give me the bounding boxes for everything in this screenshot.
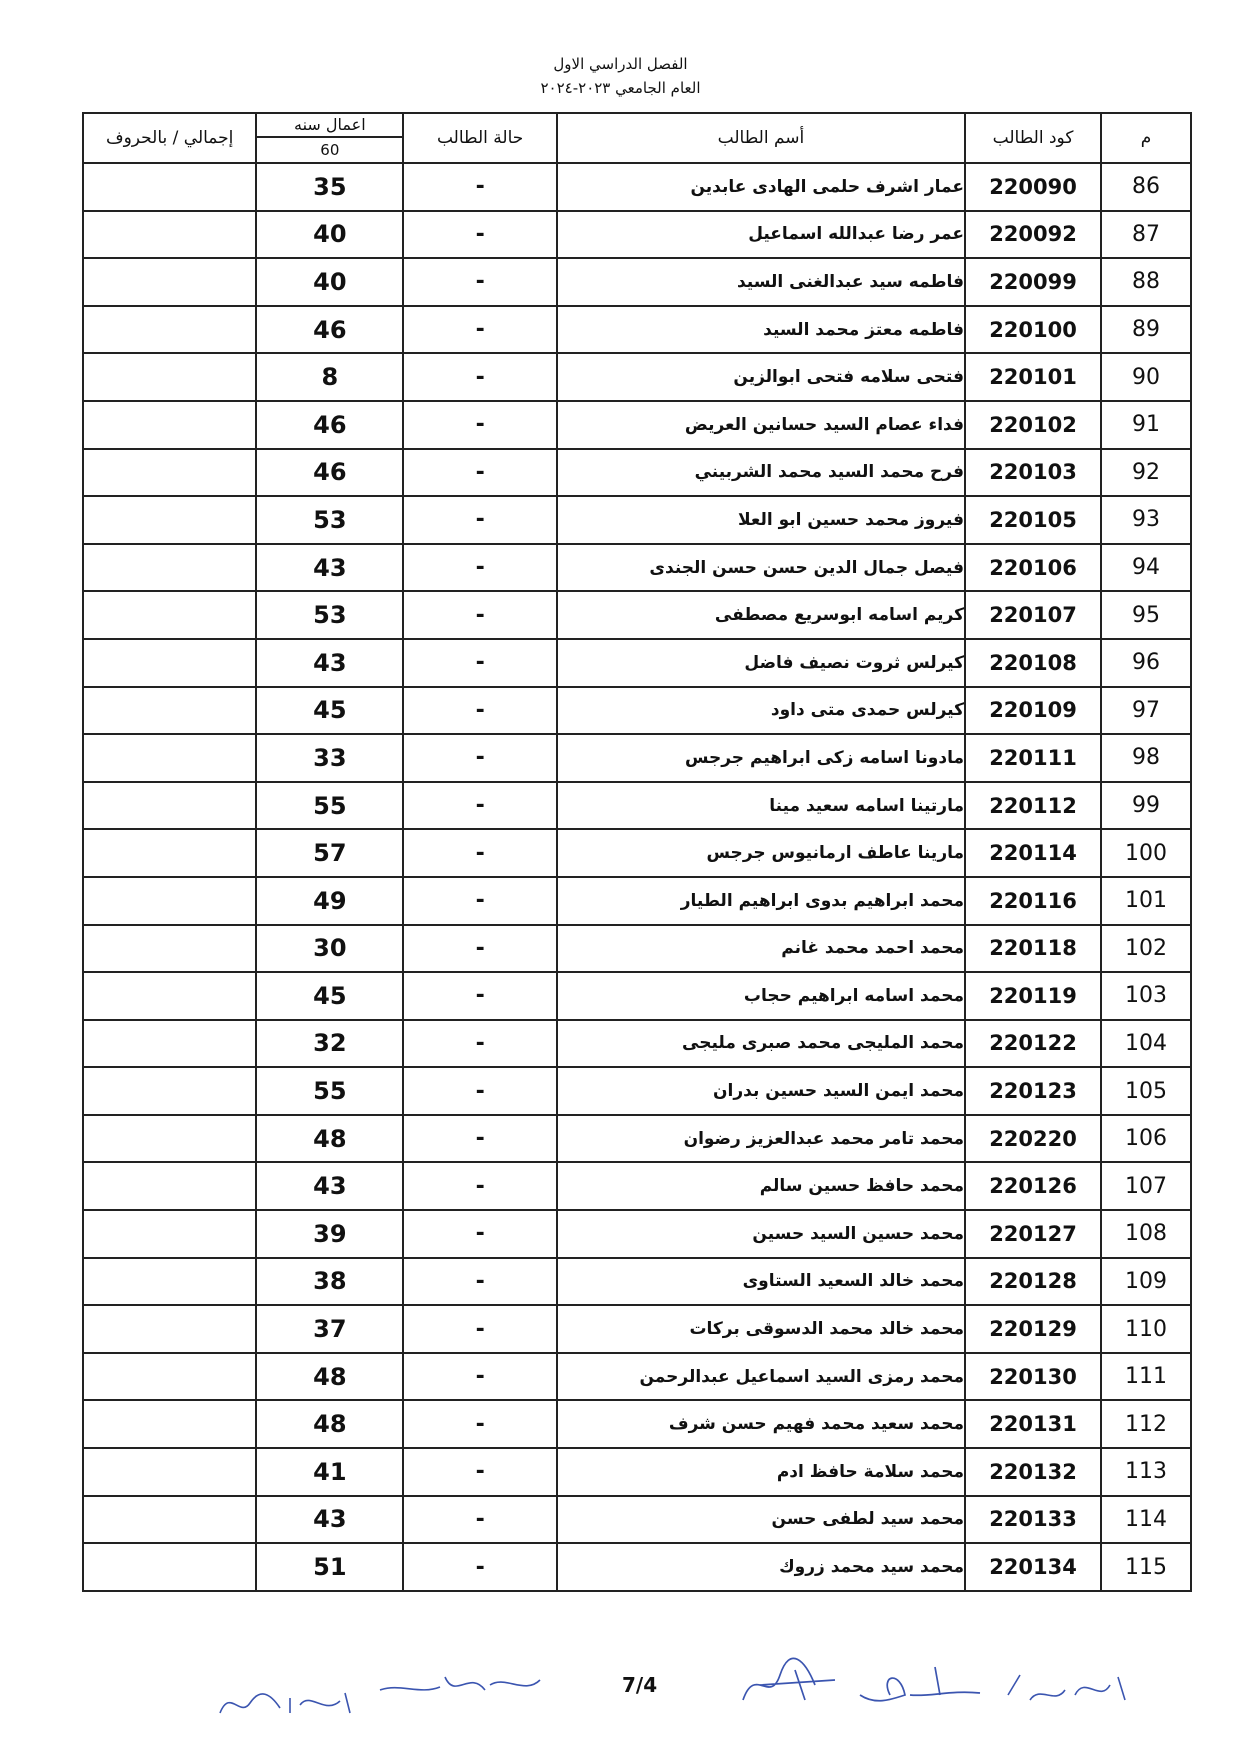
signature-footer	[0, 1655, 1241, 1735]
row-index: 99	[1101, 782, 1191, 830]
table-row	[83, 877, 1191, 925]
table-row	[83, 306, 1191, 354]
student-code: 220119	[965, 972, 1101, 1020]
student-code: 220090	[965, 163, 1101, 211]
year-work-score: 48	[256, 1400, 403, 1448]
year-work-score: 43	[256, 1162, 403, 1210]
total-in-words	[83, 211, 256, 259]
col-total-header: إجمالي / بالحروف	[83, 113, 256, 163]
student-code: 220092	[965, 211, 1101, 259]
student-status: -	[403, 829, 557, 877]
total-in-words	[83, 829, 256, 877]
year-work-score: 48	[256, 1353, 403, 1401]
table-row	[83, 1210, 1191, 1258]
row-index: 110	[1101, 1305, 1191, 1353]
year-work-score: 41	[256, 1448, 403, 1496]
row-index: 98	[1101, 734, 1191, 782]
year-work-score: 43	[256, 639, 403, 687]
year-work-score: 51	[256, 1543, 403, 1591]
year-work-score: 49	[256, 877, 403, 925]
student-status: -	[403, 1115, 557, 1163]
row-index: 111	[1101, 1353, 1191, 1401]
row-index: 104	[1101, 1020, 1191, 1068]
table-row	[83, 163, 1191, 211]
student-status: -	[403, 353, 557, 401]
student-code: 220109	[965, 687, 1101, 735]
table-row	[83, 1067, 1191, 1115]
student-code: 220133	[965, 1496, 1101, 1544]
student-name: محمد سعيد محمد فهيم حسن شرف	[557, 1400, 965, 1448]
student-code: 220122	[965, 1020, 1101, 1068]
semester-title: الفصل الدراسي الاول	[553, 55, 688, 73]
total-in-words	[83, 1543, 256, 1591]
table-row	[83, 782, 1191, 830]
table-row	[83, 591, 1191, 639]
table-row	[83, 1020, 1191, 1068]
student-name: محمد تامر محمد عبدالعزيز رضوان	[557, 1115, 965, 1163]
student-code: 220127	[965, 1210, 1101, 1258]
year-work-score: 32	[256, 1020, 403, 1068]
row-index: 93	[1101, 496, 1191, 544]
student-name: محمد حافظ حسين سالم	[557, 1162, 965, 1210]
student-name: محمد سيد لطفى حسن	[557, 1496, 965, 1544]
student-name: فيصل جمال الدين حسن حسن الجندى	[557, 544, 965, 592]
total-in-words	[83, 353, 256, 401]
student-code: 220103	[965, 449, 1101, 497]
student-code: 220131	[965, 1400, 1101, 1448]
student-status: -	[403, 591, 557, 639]
student-name: محمد خالد السعيد الستاوى	[557, 1258, 965, 1306]
total-in-words	[83, 1353, 256, 1401]
table-row	[83, 544, 1191, 592]
student-name: محمد سيد محمد زروك	[557, 1543, 965, 1591]
student-name: محمد رمزى السيد اسماعيل عبدالرحمن	[557, 1353, 965, 1401]
row-index: 114	[1101, 1496, 1191, 1544]
signature-mark	[735, 1655, 845, 1715]
table-row	[83, 496, 1191, 544]
row-index: 100	[1101, 829, 1191, 877]
year-work-score: 55	[256, 782, 403, 830]
student-status: -	[403, 925, 557, 973]
student-code: 220100	[965, 306, 1101, 354]
student-code: 220108	[965, 639, 1101, 687]
table-row	[83, 829, 1191, 877]
student-code: 220101	[965, 353, 1101, 401]
table-row	[83, 1400, 1191, 1448]
table-row	[83, 687, 1191, 735]
student-code: 220114	[965, 829, 1101, 877]
total-in-words	[83, 1067, 256, 1115]
year-work-score: 8	[256, 353, 403, 401]
row-index: 86	[1101, 163, 1191, 211]
row-index: 91	[1101, 401, 1191, 449]
year-work-score: 39	[256, 1210, 403, 1258]
row-index: 95	[1101, 591, 1191, 639]
year-work-score: 43	[256, 1496, 403, 1544]
signature-mark	[1000, 1665, 1140, 1710]
total-in-words	[83, 639, 256, 687]
table-header-row	[83, 113, 1191, 163]
total-in-words	[83, 258, 256, 306]
student-status: -	[403, 1543, 557, 1591]
student-status: -	[403, 877, 557, 925]
student-code: 220134	[965, 1543, 1101, 1591]
student-name: محمد خالد محمد الدسوقى بركات	[557, 1305, 965, 1353]
year-work-score: 43	[256, 544, 403, 592]
student-status: -	[403, 687, 557, 735]
academic-year: العام الجامعي ٢٠٢٣-٢٠٢٤	[540, 79, 701, 97]
student-status: -	[403, 1353, 557, 1401]
student-code: 220118	[965, 925, 1101, 973]
student-code: 220128	[965, 1258, 1101, 1306]
student-status: -	[403, 1448, 557, 1496]
total-in-words	[83, 972, 256, 1020]
year-work-score: 55	[256, 1067, 403, 1115]
student-code: 220099	[965, 258, 1101, 306]
total-in-words	[83, 306, 256, 354]
total-in-words	[83, 1496, 256, 1544]
student-name: فاطمه معتز محمد السيد	[557, 306, 965, 354]
col-code-header: كود الطالب	[965, 113, 1101, 163]
student-status: -	[403, 306, 557, 354]
row-index: 106	[1101, 1115, 1191, 1163]
student-status: -	[403, 449, 557, 497]
student-name: محمد حسين السيد حسين	[557, 1210, 965, 1258]
student-code: 220129	[965, 1305, 1101, 1353]
student-code: 220123	[965, 1067, 1101, 1115]
student-name: كريم اسامه ابوسريع مصطفى	[557, 591, 965, 639]
student-status: -	[403, 544, 557, 592]
student-status: -	[403, 1067, 557, 1115]
year-work-score: 45	[256, 687, 403, 735]
row-index: 92	[1101, 449, 1191, 497]
student-status: -	[403, 401, 557, 449]
col-index-header: م	[1101, 113, 1191, 163]
student-name: محمد ايمن السيد حسين بدران	[557, 1067, 965, 1115]
student-name: مارينا عاطف ارمانيوس جرجس	[557, 829, 965, 877]
row-index: 97	[1101, 687, 1191, 735]
student-status: -	[403, 782, 557, 830]
table-row	[83, 1353, 1191, 1401]
total-in-words	[83, 544, 256, 592]
student-name: محمد ابراهيم بدوى ابراهيم الطيار	[557, 877, 965, 925]
year-work-score: 46	[256, 306, 403, 354]
row-index: 102	[1101, 925, 1191, 973]
student-code: 220220	[965, 1115, 1101, 1163]
student-status: -	[403, 1258, 557, 1306]
student-name: مادونا اسامه زكى ابراهيم جرجس	[557, 734, 965, 782]
student-status: -	[403, 163, 557, 211]
table-row	[83, 353, 1191, 401]
year-work-score: 40	[256, 211, 403, 259]
student-status: -	[403, 1496, 557, 1544]
row-index: 105	[1101, 1067, 1191, 1115]
total-in-words	[83, 1448, 256, 1496]
table-row	[83, 401, 1191, 449]
score-max: 60	[320, 141, 340, 159]
table-body	[83, 163, 1191, 1591]
row-index: 103	[1101, 972, 1191, 1020]
total-in-words	[83, 1210, 256, 1258]
signature-mark	[850, 1655, 990, 1715]
student-status: -	[403, 1210, 557, 1258]
student-status: -	[403, 734, 557, 782]
student-status: -	[403, 972, 557, 1020]
table-row	[83, 1162, 1191, 1210]
student-status: -	[403, 1020, 557, 1068]
student-name: محمد سلامة حافظ ادم	[557, 1448, 965, 1496]
document-header	[0, 52, 1241, 100]
total-in-words	[83, 877, 256, 925]
table-row	[83, 1496, 1191, 1544]
year-work-score: 46	[256, 449, 403, 497]
signature-mark	[215, 1683, 375, 1723]
row-index: 115	[1101, 1543, 1191, 1591]
student-status: -	[403, 211, 557, 259]
total-in-words	[83, 734, 256, 782]
student-name: محمد المليجى محمد صبرى مليجى	[557, 1020, 965, 1068]
total-in-words	[83, 496, 256, 544]
year-work-score: 48	[256, 1115, 403, 1163]
student-name: فداء عصام السيد حسانين العريض	[557, 401, 965, 449]
year-work-score: 57	[256, 829, 403, 877]
row-index: 107	[1101, 1162, 1191, 1210]
row-index: 109	[1101, 1258, 1191, 1306]
total-in-words	[83, 163, 256, 211]
year-work-score: 35	[256, 163, 403, 211]
year-work-score: 40	[256, 258, 403, 306]
total-in-words	[83, 1258, 256, 1306]
col-status-header: حالة الطالب	[403, 113, 557, 163]
total-in-words	[83, 1400, 256, 1448]
student-name: عمار اشرف حلمى الهادى عابدين	[557, 163, 965, 211]
student-code: 220130	[965, 1353, 1101, 1401]
year-work-score: 30	[256, 925, 403, 973]
table-row	[83, 211, 1191, 259]
student-status: -	[403, 1162, 557, 1210]
row-index: 87	[1101, 211, 1191, 259]
student-status: -	[403, 496, 557, 544]
table-row	[83, 1305, 1191, 1353]
student-name: فيروز محمد حسين ابو العلا	[557, 496, 965, 544]
total-in-words	[83, 782, 256, 830]
page-number: 7/4	[622, 1673, 658, 1697]
student-code: 220112	[965, 782, 1101, 830]
row-index: 113	[1101, 1448, 1191, 1496]
student-status: -	[403, 1305, 557, 1353]
student-code: 220116	[965, 877, 1101, 925]
student-code: 220105	[965, 496, 1101, 544]
year-work-score: 53	[256, 591, 403, 639]
table-row	[83, 1448, 1191, 1496]
student-name: فتحى سلامه فتحى ابوالزين	[557, 353, 965, 401]
grades-table	[82, 112, 1192, 1592]
table-row	[83, 1543, 1191, 1591]
student-name: محمد اسامه ابراهيم حجاب	[557, 972, 965, 1020]
row-index: 88	[1101, 258, 1191, 306]
student-code: 220111	[965, 734, 1101, 782]
row-index: 94	[1101, 544, 1191, 592]
row-index: 101	[1101, 877, 1191, 925]
year-work-score: 46	[256, 401, 403, 449]
student-name: فاطمه سيد عبدالغنى السيد	[557, 258, 965, 306]
row-index: 112	[1101, 1400, 1191, 1448]
year-work-score: 37	[256, 1305, 403, 1353]
table-row	[83, 449, 1191, 497]
year-work-score: 45	[256, 972, 403, 1020]
total-in-words	[83, 449, 256, 497]
student-name: مارتينا اسامه سعيد مينا	[557, 782, 965, 830]
total-in-words	[83, 401, 256, 449]
total-in-words	[83, 687, 256, 735]
signature-mark	[375, 1665, 545, 1710]
total-in-words	[83, 925, 256, 973]
total-in-words	[83, 1162, 256, 1210]
total-in-words	[83, 1305, 256, 1353]
student-code: 220132	[965, 1448, 1101, 1496]
student-code: 220126	[965, 1162, 1101, 1210]
total-in-words	[83, 591, 256, 639]
student-code: 220107	[965, 591, 1101, 639]
student-status: -	[403, 639, 557, 687]
table-row	[83, 258, 1191, 306]
row-index: 96	[1101, 639, 1191, 687]
table-row	[83, 734, 1191, 782]
student-code: 220102	[965, 401, 1101, 449]
table-row	[83, 1115, 1191, 1163]
student-name: كيرلس حمدى متى داود	[557, 687, 965, 735]
total-in-words	[83, 1115, 256, 1163]
student-name: محمد احمد محمد غانم	[557, 925, 965, 973]
total-in-words	[83, 1020, 256, 1068]
student-status: -	[403, 1400, 557, 1448]
table-row	[83, 972, 1191, 1020]
col-score-header	[256, 113, 403, 163]
table-row	[83, 1258, 1191, 1306]
row-index: 89	[1101, 306, 1191, 354]
col-name-header: أسم الطالب	[557, 113, 965, 163]
year-work-score: 53	[256, 496, 403, 544]
table-row	[83, 639, 1191, 687]
year-work-score: 33	[256, 734, 403, 782]
row-index: 90	[1101, 353, 1191, 401]
student-status: -	[403, 258, 557, 306]
score-title: اعمال سنه	[257, 114, 402, 138]
student-name: عمر رضا عبدالله اسماعيل	[557, 211, 965, 259]
student-code: 220106	[965, 544, 1101, 592]
student-name: فرح محمد السيد محمد الشربيني	[557, 449, 965, 497]
table-row	[83, 925, 1191, 973]
student-name: كيرلس ثروت نصيف فاضل	[557, 639, 965, 687]
year-work-score: 38	[256, 1258, 403, 1306]
row-index: 108	[1101, 1210, 1191, 1258]
